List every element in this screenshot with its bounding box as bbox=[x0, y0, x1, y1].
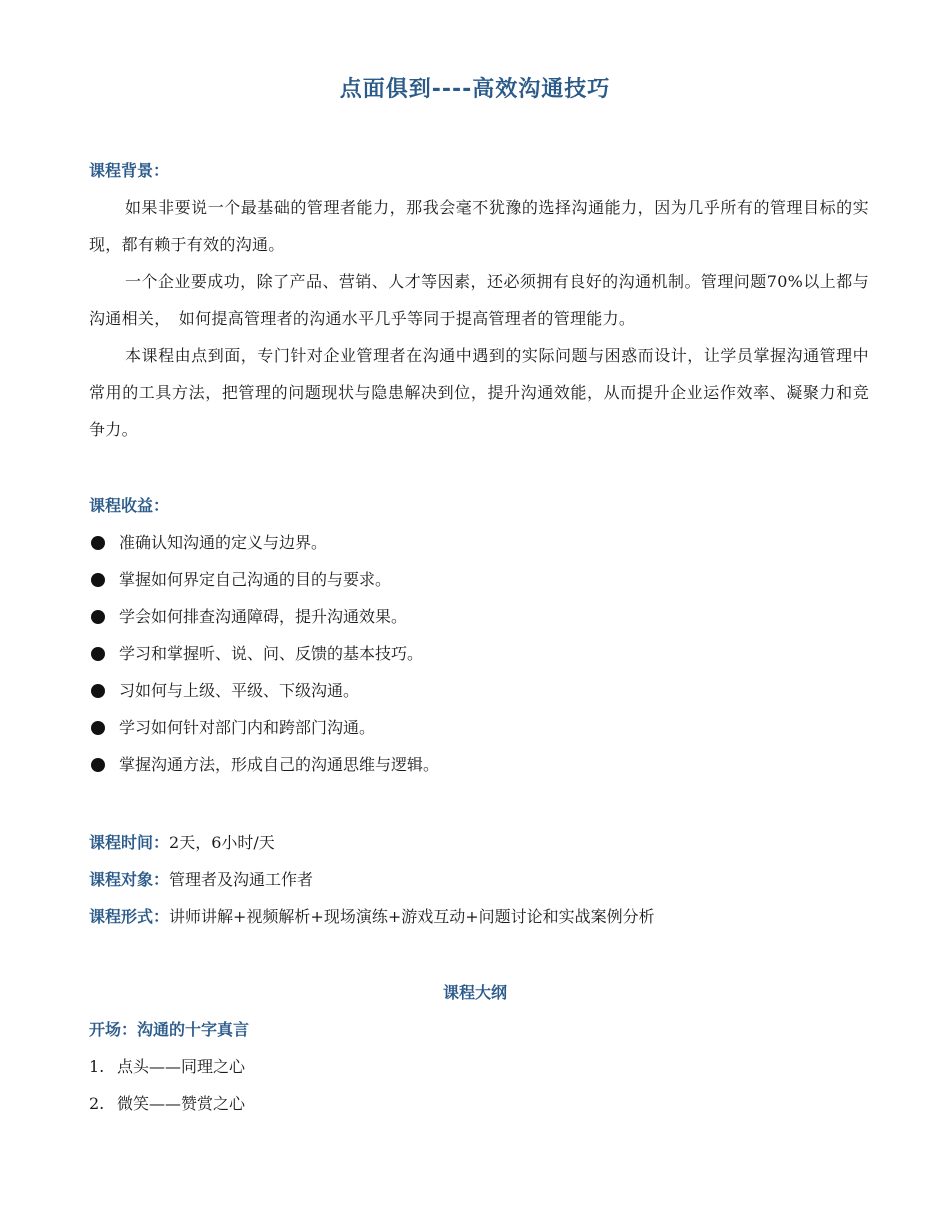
list-item: 掌握如何界定自己沟通的目的与要求。 bbox=[89, 561, 439, 598]
course-time-value: 2天，6小时/天 bbox=[169, 833, 275, 852]
list-item: 准确认知沟通的定义与边界。 bbox=[89, 524, 439, 561]
item-text: 微笑——赞赏之心 bbox=[117, 1094, 246, 1113]
background-paragraph-3: 本课程由点到面，专门针对企业管理者在沟通中遇到的实际问题与困惑而设计，让学员掌握沟通管理中常用的工具方法，把管理的问题现状与隐患解决到位，提升沟通效能，从而提升企业运作效率、凝聚力和竞争力。 bbox=[89, 346, 869, 439]
course-audience bbox=[89, 867, 313, 890]
item-number: 1. bbox=[89, 1057, 105, 1076]
background-paragraph-2: 一个企业要成功，除了产品、营销、人才等因素，还必须拥有良好的沟通机制。管理问题70%以上都与沟通相关， 如何提高管理者的沟通水平几乎等同于提高管理者的管理能力。 bbox=[89, 272, 869, 328]
benefits-heading: 课程收益： bbox=[89, 496, 170, 515]
benefits-list bbox=[89, 524, 439, 783]
list-item: 掌握沟通方法，形成自己的沟通思维与逻辑。 bbox=[89, 746, 439, 783]
course-audience-value: 管理者及沟通工作者 bbox=[169, 870, 314, 889]
outline-title: 课程大纲 bbox=[442, 983, 507, 1002]
bullet-icon bbox=[91, 610, 105, 624]
bullet-icon bbox=[91, 721, 105, 735]
bullet-icon bbox=[91, 573, 105, 587]
list-item: 习如何与上级、平级、下级沟通。 bbox=[89, 672, 439, 709]
course-audience-label: 课程对象： bbox=[89, 870, 170, 889]
list-item: 学习如何针对部门内和跨部门沟通。 bbox=[89, 709, 439, 746]
bullet-icon bbox=[91, 684, 105, 698]
background-heading: 课程背景： bbox=[89, 161, 170, 180]
course-format-label: 课程形式： bbox=[89, 907, 170, 926]
document-title: 点面俱到----高效沟通技巧 bbox=[339, 77, 611, 102]
list-item: 学习和掌握听、说、问、反馈的基本技巧。 bbox=[89, 635, 439, 672]
course-time-label: 课程时间： bbox=[89, 833, 170, 852]
background-paragraph-1: 如果非要说一个最基础的管理者能力，那我会毫不犹豫的选择沟通能力，因为几乎所有的管理目标的实现，都有赖于有效的沟通。 bbox=[89, 198, 869, 254]
list-item bbox=[89, 1054, 245, 1077]
item-number: 2. bbox=[89, 1094, 105, 1113]
course-format-value: 讲师讲解+视频解析+现场演练+游戏互动+问题讨论和实战案例分析 bbox=[169, 907, 655, 926]
opening-heading: 开场：沟通的十字真言 bbox=[89, 1020, 250, 1039]
bullet-icon bbox=[91, 536, 105, 550]
bullet-icon bbox=[91, 758, 105, 772]
bullet-icon bbox=[91, 647, 105, 661]
list-item bbox=[89, 1091, 245, 1114]
course-time bbox=[89, 830, 275, 853]
list-item: 学会如何排查沟通障碍，提升沟通效果。 bbox=[89, 598, 439, 635]
course-format bbox=[89, 904, 655, 927]
item-text: 点头——同理之心 bbox=[117, 1057, 246, 1076]
